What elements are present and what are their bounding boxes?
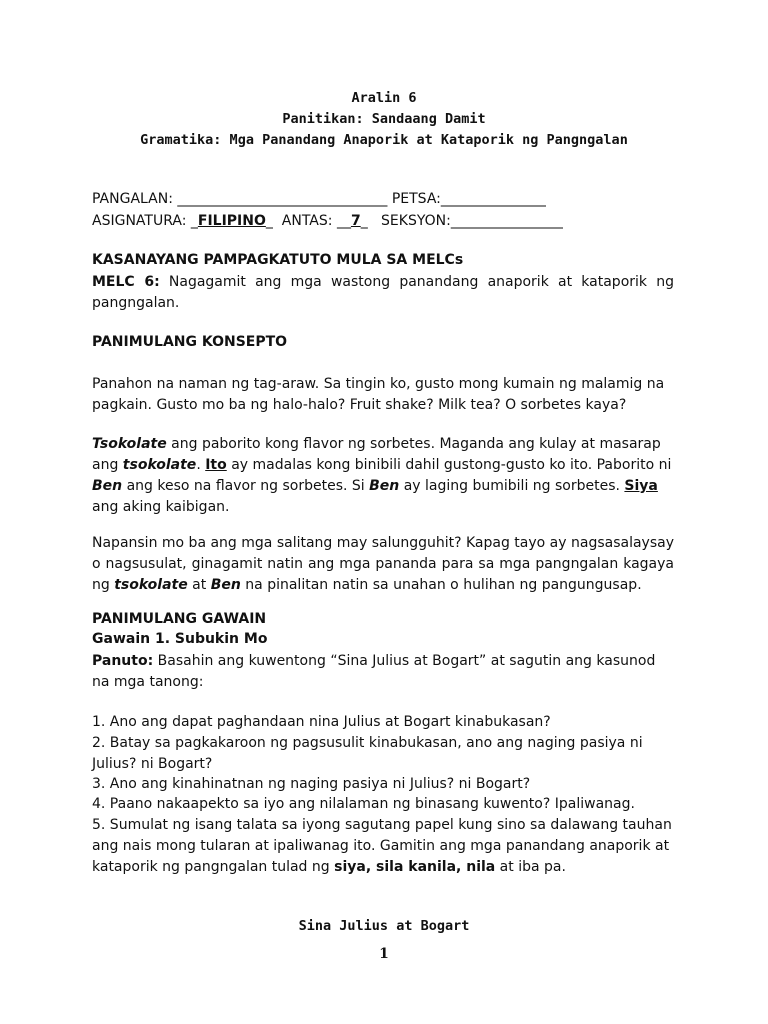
p2-text-2: . (196, 457, 206, 473)
grade-post: _ (360, 213, 368, 229)
concept-heading: PANIMULANG KONSEPTO (92, 334, 288, 350)
subject-pre: _ (190, 213, 198, 229)
concept-paragraph-2 (92, 434, 674, 518)
concept-paragraph-3 (92, 533, 674, 596)
question-5-end: at iba pa. (495, 859, 566, 875)
grade-value: 7 (350, 213, 361, 229)
section-blank[interactable]: ________________ (450, 213, 563, 229)
name-blank[interactable]: ______________________________ (177, 191, 388, 207)
melc-label: MELC 6: (92, 274, 160, 290)
melc-text: Nagagamit ang mga wastong panandang anaporik at kataporik ng pangngalan. (92, 274, 674, 311)
p2-text-5: ay laging bumibili ng sorbetes. (399, 478, 625, 494)
word-tsokolate-1: Tsokolate (92, 436, 167, 452)
subject-post: _ (265, 213, 273, 229)
subject-line (92, 213, 563, 229)
lesson-number: Aralin 6 (351, 90, 417, 106)
concept-paragraph-1: Panahon na naman ng tag-araw. Sa tingin ko, gusto mong kumain ng malamig na pagkain. Gusto mo ba ng halo-halo? Fruit shake? Milk tea? O sorbetes kaya? (92, 376, 665, 413)
grade-label: ANTAS: (281, 213, 333, 229)
word-tsokolate-3: tsokolate (114, 577, 188, 593)
question-2: 2. Batay sa pagkakaroon ng pagsusulit kinabukasan, ano ang naging pasiya ni Julius? ni Bogart? (92, 735, 643, 772)
question-5-pronouns: siya, sila kanila, nila (334, 859, 496, 875)
subject-value: FILIPINO (197, 213, 266, 229)
p3-text-1: Napansin mo ba ang mga salitang may salungguhit? Kapag tayo ay nagsasalaysay o nagsusulat, ginagamit natin ang mga pananda para sa mga pangngalan kagaya ng (92, 535, 674, 593)
page-number: 1 (379, 946, 389, 962)
date-blank[interactable]: _______________ (440, 191, 546, 207)
section-label: SEKSYON: (381, 213, 451, 229)
question-1: 1. Ano ang dapat paghandaan nina Julius at Bogart kinabukasan? (92, 714, 551, 730)
question-5 (92, 815, 674, 878)
name-date-line (92, 191, 546, 207)
word-ben-2: Ben (369, 478, 400, 494)
p2-text-4: ang keso na flavor ng sorbetes. Si (122, 478, 370, 494)
subject-label: ASIGNATURA: (92, 213, 187, 229)
activity-subheading: Gawain 1. Subukin Mo (92, 631, 268, 647)
melc-heading: KASANAYANG PAMPAGKATUTO MULA SA MELCs (92, 252, 464, 268)
p3-text-3: na pinalitan natin sa unahan o hulihan ng pangungusap. (240, 577, 642, 593)
p3-text-2: at (187, 577, 211, 593)
question-3: 3. Ano ang kinahinatnan ng naging pasiya ni Julius? ni Bogart? (92, 776, 531, 792)
word-ben-3: Ben (210, 577, 241, 593)
word-ben-1: Ben (92, 478, 123, 494)
question-4: 4. Paano nakaapekto sa iyo ang nilalaman ng binasang kuwento? Ipaliwanag. (92, 796, 635, 812)
grammar-title: Gramatika: Mga Panandang Anaporik at Kataporik ng Pangngalan (140, 132, 628, 148)
p2-text-3: ay madalas kong binibili dahil gustong-gusto ko ito. Paborito ni (226, 457, 672, 473)
word-ito: Ito (205, 457, 227, 473)
instructions-label: Panuto: (92, 653, 154, 669)
question-5-text: 5. Sumulat ng isang talata sa iyong sagutang papel kung sino sa dalawang tauhan ang nais mong tularan at ipaliwanag ito. Gamitin ang mga panandang anaporik at kataporik ng pangngalan tulad ng (92, 817, 672, 875)
p2-text-6: ang aking kaibigan. (92, 499, 230, 515)
word-siya: Siya (624, 478, 658, 494)
date-label: PETSA: (391, 191, 441, 207)
activity-heading: PANIMULANG GAWAIN (92, 611, 267, 627)
story-title: Sina Julius at Bogart (298, 918, 470, 934)
grade-pre: __ (336, 213, 351, 229)
word-tsokolate-2: tsokolate (122, 457, 197, 473)
melc-paragraph (92, 272, 674, 314)
name-label: PANGALAN: (92, 191, 173, 207)
literature-title: Panitikan: Sandaang Damit (282, 111, 486, 127)
instructions (92, 651, 674, 693)
p2-text-1: ang paborito kong flavor ng sorbetes. Maganda ang kulay at masarap ang (92, 436, 661, 473)
instructions-text: Basahin ang kuwentong “Sina Julius at Bogart” at sagutin ang kasunod na mga tanong: (92, 653, 656, 690)
